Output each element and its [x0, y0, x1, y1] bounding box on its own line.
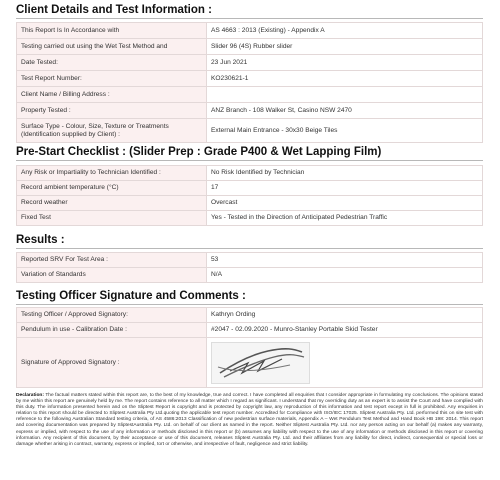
row-label: Record weather — [17, 196, 207, 211]
row-value: AS 4663 : 2013 (Existing) - Appendix A — [207, 23, 483, 39]
row-value: Yes - Tested in the Direction of Anticipated Pedestrian Traffic — [207, 211, 483, 226]
table-row — [17, 103, 483, 119]
table-row — [17, 55, 483, 71]
client-details-table — [16, 22, 483, 143]
row-label: Testing carried out using the Wet Test Method and — [17, 39, 207, 55]
table-row — [17, 23, 483, 39]
row-label — [17, 119, 207, 143]
divider — [16, 18, 483, 19]
declaration-text: The factual matters stated within this report are, to the best of my knowledge, true and correct. I have completed all enquiries that I consider appropriate in formulating my conclusions. The opinions stated by me within this report are genuinely held by me. The report contains reference to all matter which I regard as significant. I understand that my overriding duty as an expert is to assist the Court and have complied with this duty. The information presented herein and on the Sliptest Report is copyright and is protected by copyright law, any reproduction of this information and test report except in full is prohibited. Any enquiries in relation to this report should be directed to Sliptest Australia Pty Ltd.quoting the applicable test report number. Accredited for Compliance with ISO/IEC 17025. Sliptest Australia Pty. Ltd. performed this on site test with reference to the following Australian Standard testing criteria, of AS 4586:2013 Classification of new pedestrian surface materials, Appendix A – Wet Pendulum Test Method and Hand Book HB 198: 2014. This report and covering documentation was prepared by SliptestAustralia Pty. Ltd. on behalf of our client as named in the report. Neither Sliptest Australia Pty. Ltd. nor any person acting on our behalf (a) makes any warranty, express or implied, with respect to the use of any information or methods disclosed in this report or (b) assumes any liability with respect to the use of any information or methods disclosed in this report or covering information. Any recipient of this document, by their acceptance or use of this document, releases Sliptest Australia Pty. Ltd. and their affiliates from any liability for direct, indirect, consequential or special loss or damage whether arising in contract, warranty, express or implied, tort or otherwise, and irrespective of fault, negligence and strict liability. — [16, 393, 483, 447]
row-label-line: (Identification supplied by Client) : — [21, 130, 120, 138]
officer-name: Kathryn Ording — [207, 308, 483, 323]
row-label: Fixed Test — [17, 211, 207, 226]
row-label-line: Surface Type - Colour, Size, Texture or Treatments — [21, 123, 169, 131]
divider — [16, 160, 483, 161]
signature-image — [211, 342, 310, 384]
row-value — [207, 87, 483, 103]
table-row — [17, 166, 483, 181]
officer-table — [16, 307, 483, 388]
results-table — [16, 252, 483, 283]
row-label: Date Tested: — [17, 55, 207, 71]
row-value: External Main Entrance - 30x30 Beige Tiles — [207, 119, 483, 143]
row-label: Test Report Number: — [17, 71, 207, 87]
row-label: Record ambient temperature (°C) — [17, 181, 207, 196]
pendulum-value: #2047 - 02.09.2020 - Munro-Stanley Portable Skid Tester — [207, 323, 483, 338]
row-label: Pendulum in use - Calibration Date : — [17, 323, 207, 338]
row-label: This Report Is In Accordance with — [17, 23, 207, 39]
row-value: 17 — [207, 181, 483, 196]
row-label: Any Risk or Impartiality to Technician Identified : — [17, 166, 207, 181]
prestart-table — [16, 165, 483, 226]
table-row — [17, 181, 483, 196]
table-row — [17, 211, 483, 226]
signature-cell — [207, 338, 483, 388]
divider — [16, 248, 483, 249]
row-value: Slider 96 (4S) Rubber slider — [207, 39, 483, 55]
declaration-heading: Declaration: — [16, 393, 44, 398]
table-row — [17, 308, 483, 323]
row-value: N/A — [207, 268, 483, 283]
table-row — [17, 323, 483, 338]
table-row — [17, 71, 483, 87]
divider — [16, 304, 483, 305]
row-value: 23 Jun 2021 — [207, 55, 483, 71]
client-details-heading: Client Details and Test Information : — [16, 4, 212, 16]
prestart-heading: Pre-Start Checklist : (Slider Prep : Grade P400 & Wet Lapping Film) — [16, 146, 382, 158]
row-label: Variation of Standards — [17, 268, 207, 283]
row-value: KO230621-1 — [207, 71, 483, 87]
officer-heading: Testing Officer Signature and Comments : — [16, 290, 246, 302]
results-heading: Results : — [16, 234, 65, 246]
row-label: Client Name / Billing Address : — [17, 87, 207, 103]
row-label: Reported SRV For Test Area : — [17, 253, 207, 268]
declaration — [16, 393, 483, 448]
row-value: No Risk Identified by Technician — [207, 166, 483, 181]
row-value: ANZ Branch - 108 Walker St, Casino NSW 2470 — [207, 103, 483, 119]
row-label: Signature of Approved Signatory : — [17, 338, 207, 388]
table-row — [17, 39, 483, 55]
table-row — [17, 87, 483, 103]
table-row — [17, 119, 483, 143]
row-value: Overcast — [207, 196, 483, 211]
table-row — [17, 196, 483, 211]
row-label: Property Tested : — [17, 103, 207, 119]
table-row — [17, 338, 483, 388]
table-row — [17, 253, 483, 268]
srv-value: 53 — [207, 253, 483, 268]
table-row — [17, 268, 483, 283]
row-label: Testing Officer / Approved Signatory: — [17, 308, 207, 323]
